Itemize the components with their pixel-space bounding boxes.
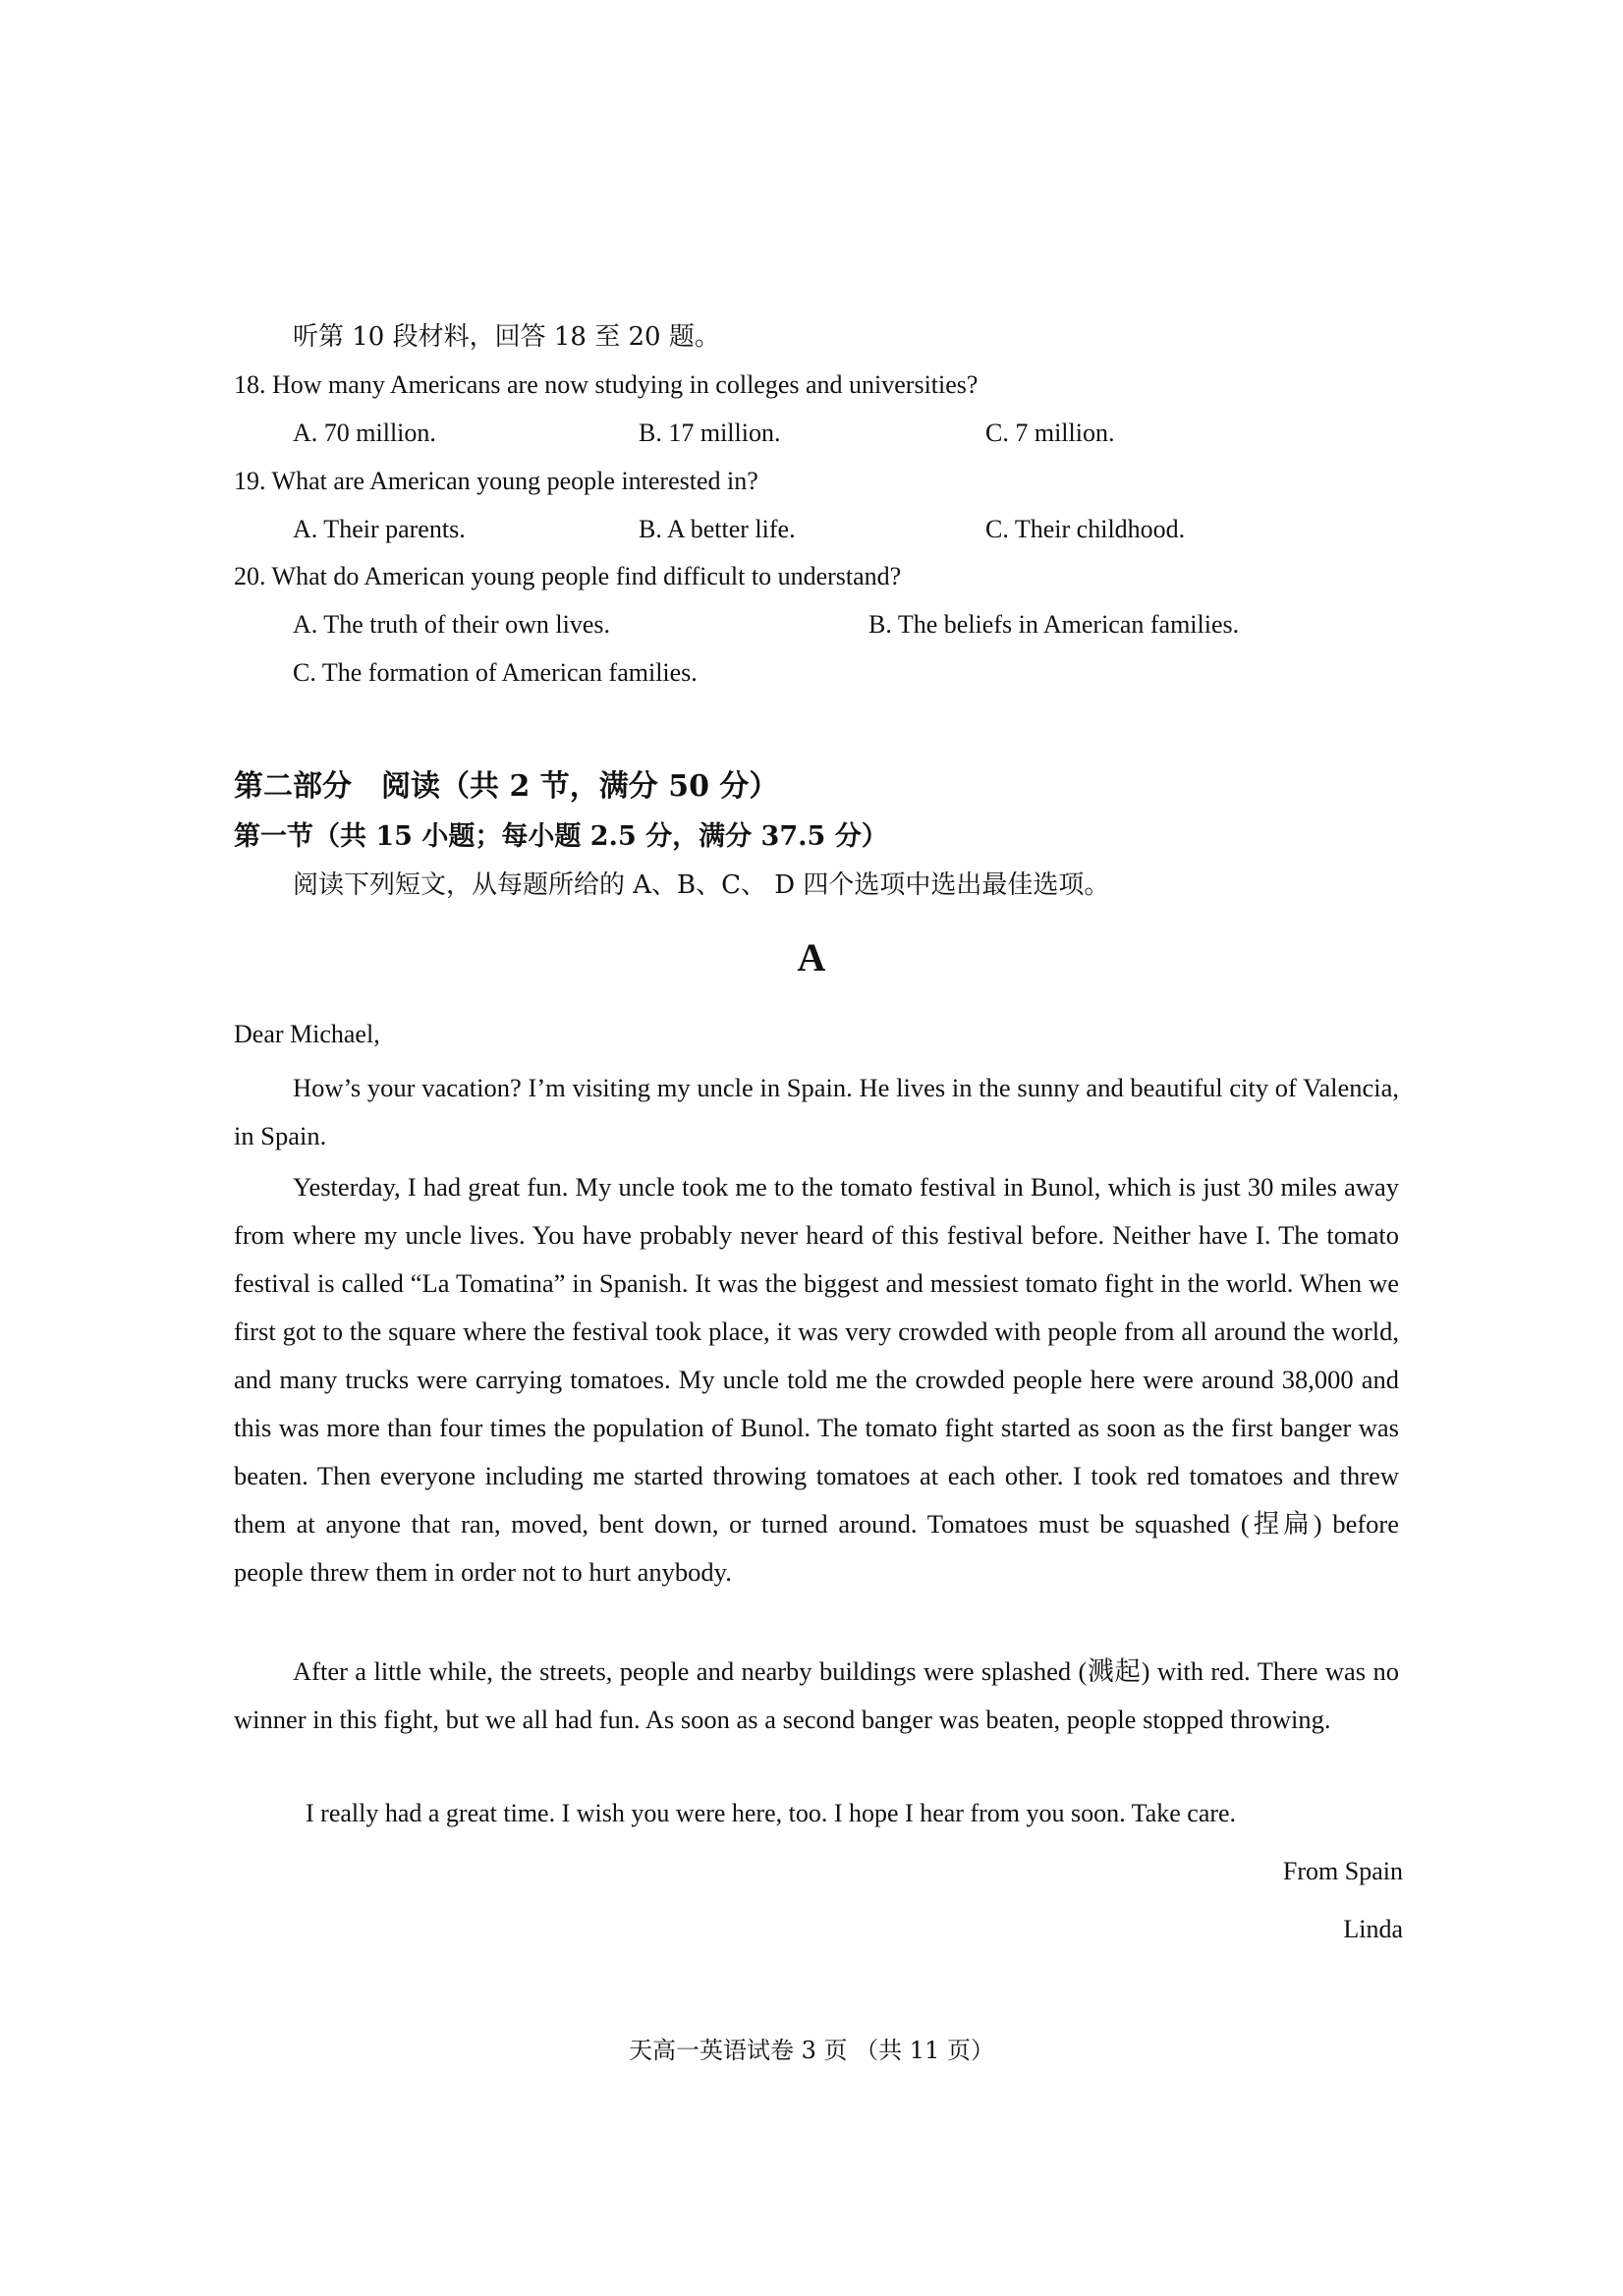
letter-closing: From Spain — [1282, 1857, 1403, 1885]
passage-label: A — [797, 935, 826, 980]
listening-instruction: 听第 10 段材料，回答 18 至 20 题。 — [293, 322, 720, 352]
question-18-option-b: B. 17 million. — [639, 419, 781, 447]
question-20-option-a: A. The truth of their own lives. — [293, 610, 611, 639]
question-20-option-b: B. The beliefs in American families. — [868, 610, 1240, 639]
letter-signature: Linda — [1343, 1915, 1403, 1943]
question-19-option-b: B. A better life. — [639, 515, 796, 543]
question-18-option-c: C. 7 million. — [985, 419, 1115, 447]
reading-instruction: 阅读下列短文，从每题所给的 A、B、C、 D 四个选项中选出最佳选项。 — [293, 870, 1110, 900]
letter-paragraph-2: Yesterday, I had great fun. My uncle took me to the tomato festival in Bunol, which is just 30 miles away from where my uncle lives. You have probably never heard of this festival before. Neither have I. The tomato festival is called “La Tomatina” in Spanish. It was the biggest and messiest tomato fight in the world. When we first got to the square where the festival took place, it was very crowded with people from all around the world, and many trucks were carrying tomatoes. My uncle told me the crowded people here were around 38,000 and this was more than four times the population of Bunol. The tomato fight started as soon as the first banger was beaten. Then everyone including me started throwing tomatoes at each other. I took red tomatoes and threw them at anyone that ran, moved, bent down, or turned around. Tomatoes must be squashed (捏扁) before people threw them in order not to hurt anybody. — [234, 1172, 1399, 1587]
letter-paragraph-4: I really had a great time. I wish you were here, too. I hope I hear from you soon. Take care. — [306, 1799, 1237, 1827]
part-two-title: 第二部分 阅读（共 2 节，满分 50 分） — [234, 769, 779, 804]
page-footer: 天高一英语试卷 3 页 （共 11 页） — [629, 2037, 994, 2064]
letter-paragraph-3: After a little while, the streets, people and nearby buildings were splashed (溅起) with red. There was no winner in this fight, but we all had fun. As soon as a second banger was beaten, people stopped throwing. — [234, 1656, 1399, 1734]
question-19-option-a: A. Their parents. — [293, 515, 466, 543]
question-18-stem: 18. How many Americans are now studying in colleges and universities? — [234, 370, 979, 399]
question-20-stem: 20. What do American young people find difficult to understand? — [234, 562, 902, 590]
question-20-option-c: C. The formation of American families. — [293, 658, 698, 687]
question-19-stem: 19. What are American young people interested in? — [234, 467, 758, 495]
question-19-option-c: C. Their childhood. — [985, 515, 1186, 543]
section-one-title: 第一节（共 15 小题；每小题 2.5 分，满分 37.5 分） — [234, 821, 888, 852]
letter-paragraph-1: How’s your vacation? I’m visiting my uncle in Spain. He lives in the sunny and beautiful city of Valencia, in Spain. — [234, 1073, 1399, 1150]
letter-greeting: Dear Michael, — [234, 1020, 380, 1048]
question-18-option-a: A. 70 million. — [293, 419, 436, 447]
